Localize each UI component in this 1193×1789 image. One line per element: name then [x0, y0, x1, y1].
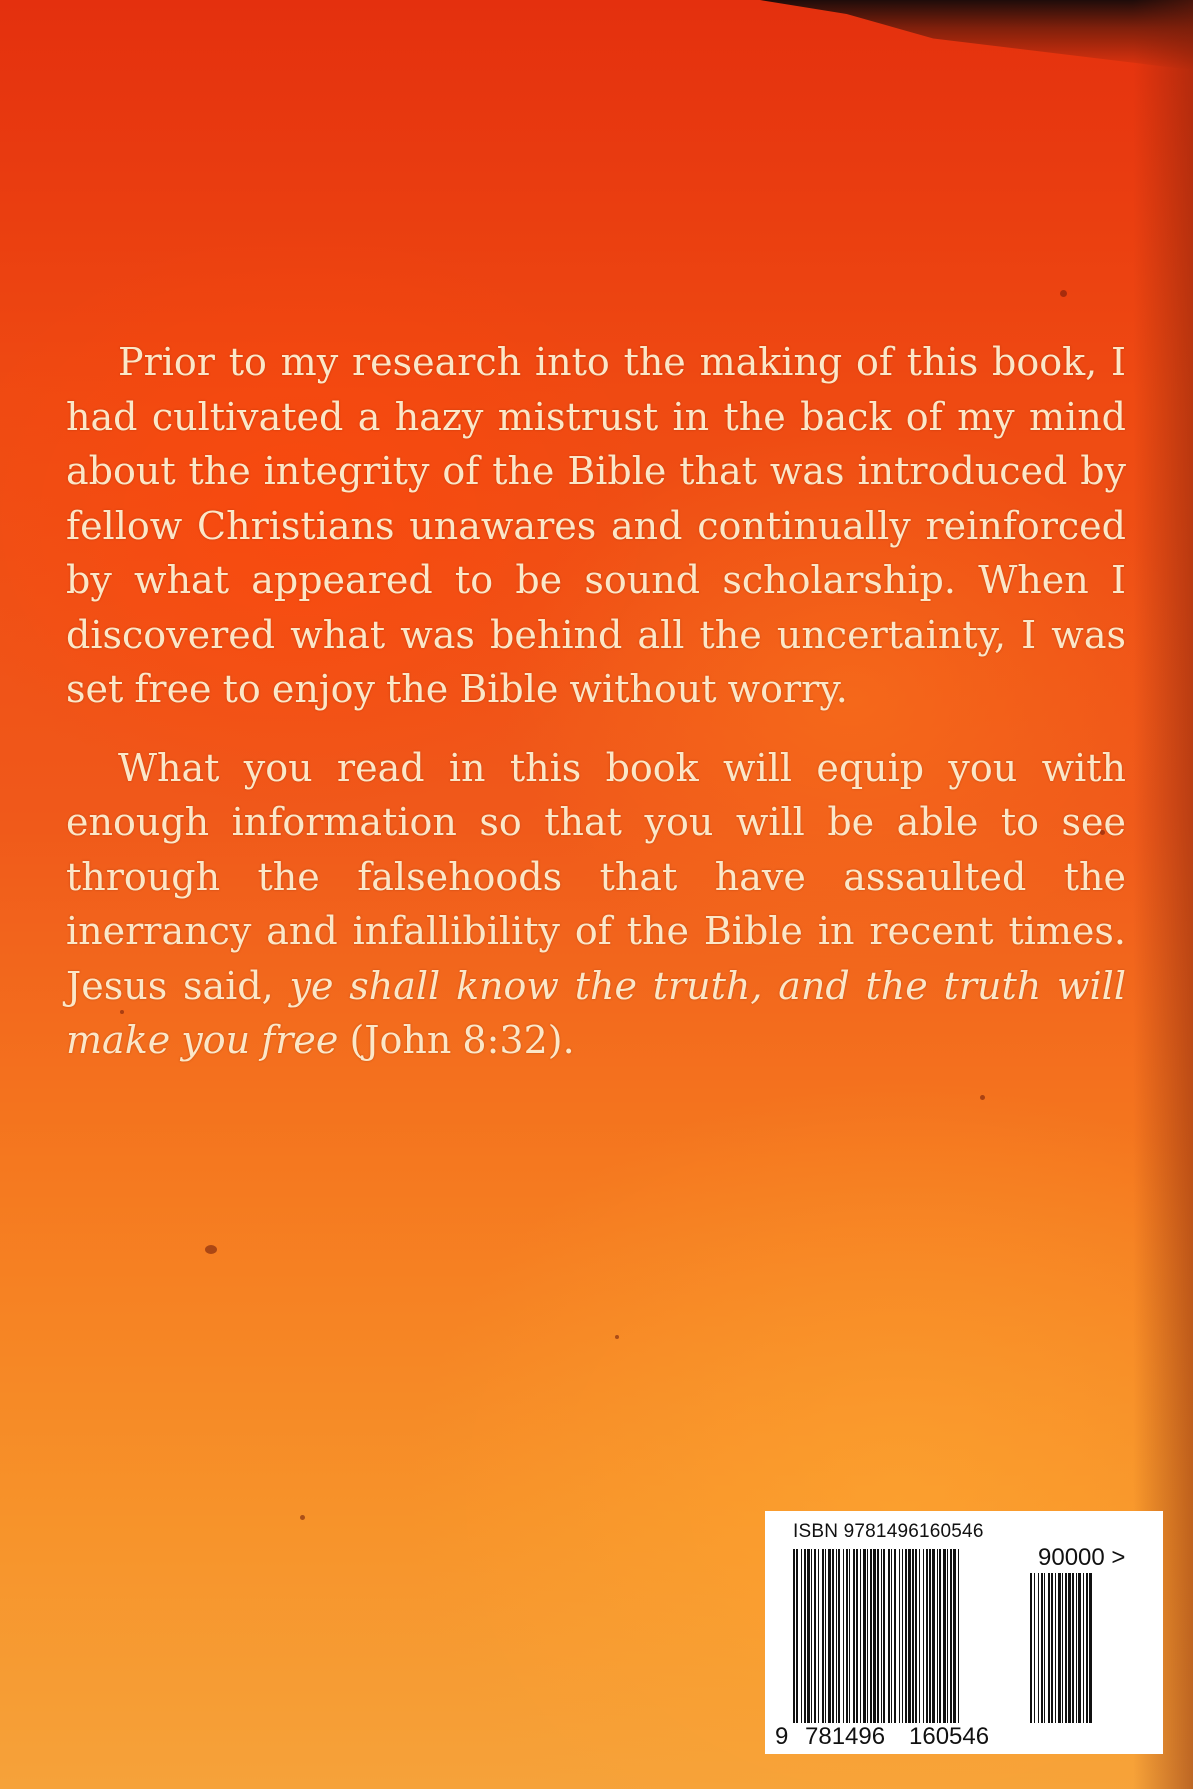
- barcode-bar: [1078, 1573, 1081, 1723]
- barcode-bar: [891, 1549, 892, 1723]
- speck: [300, 1515, 305, 1520]
- barcode-bar: [822, 1549, 824, 1723]
- barcode-bar: [888, 1549, 890, 1723]
- barcode-bar: [870, 1549, 872, 1723]
- barcode-bar: [860, 1549, 861, 1723]
- dark-corner-stain: [760, 0, 1193, 70]
- barcode-bar: [807, 1549, 810, 1723]
- barcode-bar: [804, 1549, 806, 1723]
- barcode-addon-bars: [1030, 1573, 1142, 1723]
- barcode-bar: [908, 1549, 911, 1723]
- barcode-bar: [932, 1549, 935, 1723]
- scripture-reference: (John 8:32).: [338, 1018, 575, 1062]
- barcode-bar: [881, 1549, 882, 1723]
- speck: [615, 1335, 619, 1339]
- barcode-bar: [1058, 1573, 1061, 1723]
- barcode-bar: [1048, 1573, 1050, 1723]
- barcode-bar: [919, 1549, 920, 1723]
- barcode-bar: [1038, 1573, 1039, 1723]
- barcode-bar: [1068, 1573, 1071, 1723]
- barcode-bar: [943, 1549, 946, 1723]
- speck: [1060, 290, 1067, 297]
- barcode-bar: [953, 1549, 956, 1723]
- barcode-bar: [838, 1549, 840, 1723]
- barcode-bar: [1062, 1573, 1063, 1723]
- barcode-bar: [1030, 1573, 1032, 1723]
- barcode-bar: [939, 1549, 941, 1723]
- barcode-digit-group-2: 160546: [909, 1723, 990, 1750]
- barcode-bar: [926, 1549, 928, 1723]
- barcode-bar: [828, 1549, 831, 1723]
- barcode-bar: [899, 1549, 900, 1723]
- barcode-bar: [912, 1549, 914, 1723]
- barcode-bar: [902, 1549, 903, 1723]
- barcode-bar: [1089, 1573, 1092, 1723]
- barcode-bar: [856, 1549, 858, 1723]
- barcode-bar: [863, 1549, 866, 1723]
- barcode-bar: [929, 1549, 931, 1723]
- barcode-bar: [905, 1549, 907, 1723]
- barcode-bar: [793, 1549, 795, 1723]
- barcode-bar: [1065, 1573, 1067, 1723]
- barcode-bar: [873, 1549, 876, 1723]
- barcode-bar: [958, 1549, 959, 1723]
- barcode-bar: [1055, 1573, 1056, 1723]
- barcode-bar: [853, 1549, 855, 1723]
- blurb-paragraph-2: [66, 741, 1126, 1068]
- barcode-bar: [1044, 1573, 1045, 1723]
- barcode-bar: [950, 1549, 952, 1723]
- barcode-bar: [947, 1549, 948, 1723]
- barcode-bar: [849, 1549, 850, 1723]
- blurb-text: [66, 335, 1126, 1068]
- barcode-digit-group-1: 781496: [805, 1723, 886, 1750]
- barcode-bar: [836, 1549, 837, 1723]
- barcode-main-bars: [793, 1549, 1019, 1723]
- isbn-label: ISBN 9781496160546: [793, 1521, 984, 1542]
- barcode-bar: [1083, 1573, 1084, 1723]
- barcode-bar: [867, 1549, 868, 1723]
- barcode-bar: [801, 1549, 802, 1723]
- barcode-bar: [883, 1549, 885, 1723]
- barcode-bar: [1086, 1573, 1088, 1723]
- barcode-bar: [1076, 1573, 1077, 1723]
- speck: [205, 1245, 217, 1254]
- blurb-paragraph-2-lead: What you read in this book will equip you with enough information so that you will be able to see through the falsehoods that have assaulted the inerrancy and infallibility of the Bible in recent times. Jesus said,: [66, 745, 1126, 1008]
- barcode-bar: [894, 1549, 896, 1723]
- barcode-bar: [796, 1549, 798, 1723]
- speck: [980, 1095, 985, 1100]
- barcode-bar: [1051, 1573, 1053, 1723]
- barcode-bar: [1072, 1573, 1074, 1723]
- barcode-bar: [1034, 1573, 1035, 1723]
- barcode-bar: [825, 1549, 826, 1723]
- barcode-bar: [1041, 1573, 1043, 1723]
- barcode-bar: [811, 1549, 812, 1723]
- isbn-barcode: [765, 1511, 1163, 1754]
- scripture-quote: ye shall know the truth, and the truth will make you free: [66, 963, 1126, 1062]
- barcode-bar: [915, 1549, 917, 1723]
- barcode-bar: [843, 1549, 844, 1723]
- barcode-bar: [937, 1549, 938, 1723]
- barcode-bar: [818, 1549, 819, 1723]
- barcode-bar: [877, 1549, 879, 1723]
- barcode-bar: [846, 1549, 848, 1723]
- barcode-bar: [832, 1549, 834, 1723]
- price-code: 90000 >: [1038, 1544, 1126, 1571]
- barcode-digit-first: 9: [775, 1723, 789, 1750]
- barcode-bar: [814, 1549, 816, 1723]
- barcode-bar: [923, 1549, 924, 1723]
- blurb-paragraph-1: Prior to my research into the making of this book, I had cultivated a hazy mistrust in the back of my mind about the integrity of the Bible that was introduced by fellow Christians unawares and continually reinforced by what appeared to be sound scholarship. When I discovered what was behind all the uncertainty, I was set free to enjoy the Bible without worry.: [66, 340, 1126, 711]
